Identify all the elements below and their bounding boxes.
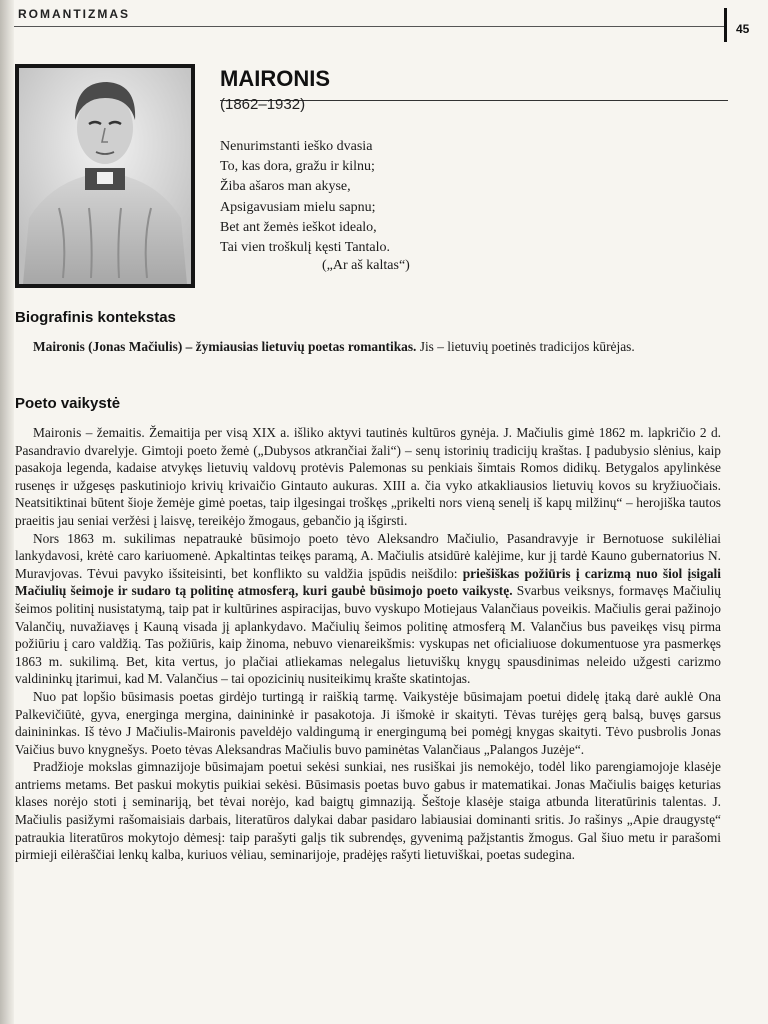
poem-line: Nenurimstanti ieško dvasia (220, 139, 373, 154)
section-heading-childhood: Poeto vaikystė (15, 395, 121, 412)
paragraph: Nuo pat lopšio būsimasis poetas girdėjo turtingą ir raiškią tarmę. Vaikystėje būsimajam poetui didelę įtaką darė auklė Ona Palkevičiūtė, gyva, energinga mergina, dainininkė ir pasakotoja. Ji išmokė ir skaityti. Tėvas turėjęs gerą balsą, buvęs garsus dainininkas. Iš tėvo J Mačiulis-Maironis paveldėjo valdingumą ir energingumą bei pomėgį knygas skaityti. Tėvo pusbrolis Jonas Vaičius buvo knygnešys. Poeto tėvas Aleksandras Mačiulis buvo paminėtas Valančiaus „Palangos Juzėje“. (15, 688, 721, 757)
childhood-text (15, 424, 721, 864)
paragraph (15, 530, 721, 688)
poem-line: Tai vien troškulį kęsti Tantalo. (220, 240, 391, 256)
header-rule (14, 26, 726, 27)
author-portrait (15, 64, 195, 288)
running-head: ROMANTIZMAS (18, 7, 130, 21)
paragraph: Pradžioje mokslas gimnazijoje būsimajam poetui sekėsi sunkiai, nes rusiškai jis nemokėjo, todėl liko parengiamojoje klasėje antriems metams. Bet paskui mokytis puikiai sekėsi. Būsimasis poetas buvo gabus ir matematikai. Jonas Mačiulis baigęs keturias klases norėjo stoti į seminariją, bet tėvai norėjo, kad baigtų gimnaziją. Šeštoje klasėje staiga atbunda literatūrinis talentas. J. Mačiulis pasižymi rašomaisiais darbais, literatūros dalykai dabar pasidaro labiausiai dominanti sritis. Jo rašinys „Apie draugystę“ patraukia literatūros mokytojo dėmesį: taip parašyti galįs tik subrendęs, gyvenimą pažįstantis žmogus. Gal šiuo metu ir parašomi pirmieji eilėraščiai lenkų kalba, kuriuos vėliau, seminarijoje, pradėjęs rašyti lietuviškai, poetas sudegina. (15, 759, 721, 863)
page-binding-edge (0, 0, 14, 1024)
section-heading-biographical-context: Biografinis kontekstas (15, 309, 176, 326)
biographical-context-text (15, 338, 721, 356)
poem-source: („Ar aš kaltas“) (322, 258, 410, 273)
poem-line: Bet ant žemės ieškot idealo, (220, 219, 377, 235)
portrait-illustration (19, 68, 191, 284)
poem-line: To, kas dora, gražu ir kilnu; (220, 159, 375, 175)
poem-line: Apsigavusiam mielu sapnu; (220, 199, 376, 215)
author-dates: (1862–1932) (220, 96, 306, 113)
page-number: 45 (736, 22, 750, 36)
paragraph-text: Jis – lietuvių poetinės tradicijos kūrėjas. (416, 339, 635, 354)
poem-epigraph (220, 137, 480, 258)
bold-lead: Maironis (Jonas Mačiulis) – žymiausias lietuvių poetas romantikas. (33, 339, 417, 354)
paragraph-text: Svarbus veiksnys, formavęs Mačiulių šeimos politinį nusistatymą, taip pat ir kultūrines aspiracijas, buvo vyskupo Motiejaus Valančiaus poveikis. Mačiulis gerai pažinojo Valančių, nuvažiavęs į Kauną visada jį aplankydavo. Mačiulių šeimos politinę atmosferą M. Valančius bus paveikęs visų pirma požiūriu į caro valdžią. Tas požiūris, kaip žinoma, nebuvo vienareikšmis: vyskupas net oficialiuose dokumentuose yra pasmerkęs 1863 m. sukilimą. Bet, kita vertus, jo plačiai atliekamas nelegalus lietuviškų knygų spausdinimas neleido užgesti carizmo valdininkų įtarimui, kad M. Valančius – tai opozicinių nusiteikimų krašte skatintojas. (15, 583, 721, 687)
paragraph-text: Nors 1863 m. sukilimas nepatraukė būsimojo poeto tėvo Aleksandro Mačiulio, Pasandravyje ir Bernotuose sukilėliai lankydavosi, krėtė caro kariuomenė. Apkaltintas teikęs paramą, A. Mačiulis atsidūrė kalėjime, kur jį tardė Kauno gubernatorius N. Muravjovas. Tėvui pavyko išsiteisinti, bet konflikto su valdžia įspūdis neišdilo: (15, 530, 721, 581)
paragraph (15, 338, 721, 356)
header-bar (724, 8, 727, 42)
bold-emphasis: priešiškas požiūris į carizmą nuo šiol įsigali Mačiulių šeimoje ir sudaro tą politinę atmosferą, kuri gaubė būsimojo poeto vaikystę. (15, 565, 721, 599)
poem-line: Žiba ašaros man akyse, (220, 179, 351, 195)
author-name: MAIRONIS (220, 66, 330, 91)
paragraph: Maironis – žemaitis. Žemaitija per visą XIX a. išliko aktyvi tautinės kultūros gynėja. J. Mačiulis gimė 1862 m. lapkričio 2 d. Pasandravio dvarelyje. Gimtoji poeto žemė („Dubysos atkrančiai žali“) – senų istorinių tradicijų kraštas. Į padubysio slėnius, kaip pasakoja legenda, kadaise atvykęs lietuvių valdovų protėvis Palemonas su penkiais šimtais Romos didikų. Betygalos apylinkėse rusenęs ir užgesęs paskutiniojo krivių krivaičio Gintauto aukuras. XIII a. čia vyko atkakliausios lietuvių kovos su kryžiuočiais. Neatsitiktinai būtent šioje žemėje gimė poetas, taip ilgesingai troškęs „prikelti nors vieną senelį iš kapų milžinų“ – herojiška tautos praeitis jau seniai veržėsi į laisvę, tereikėjo žmogaus, gebančio ją išgirsti. (15, 425, 721, 528)
